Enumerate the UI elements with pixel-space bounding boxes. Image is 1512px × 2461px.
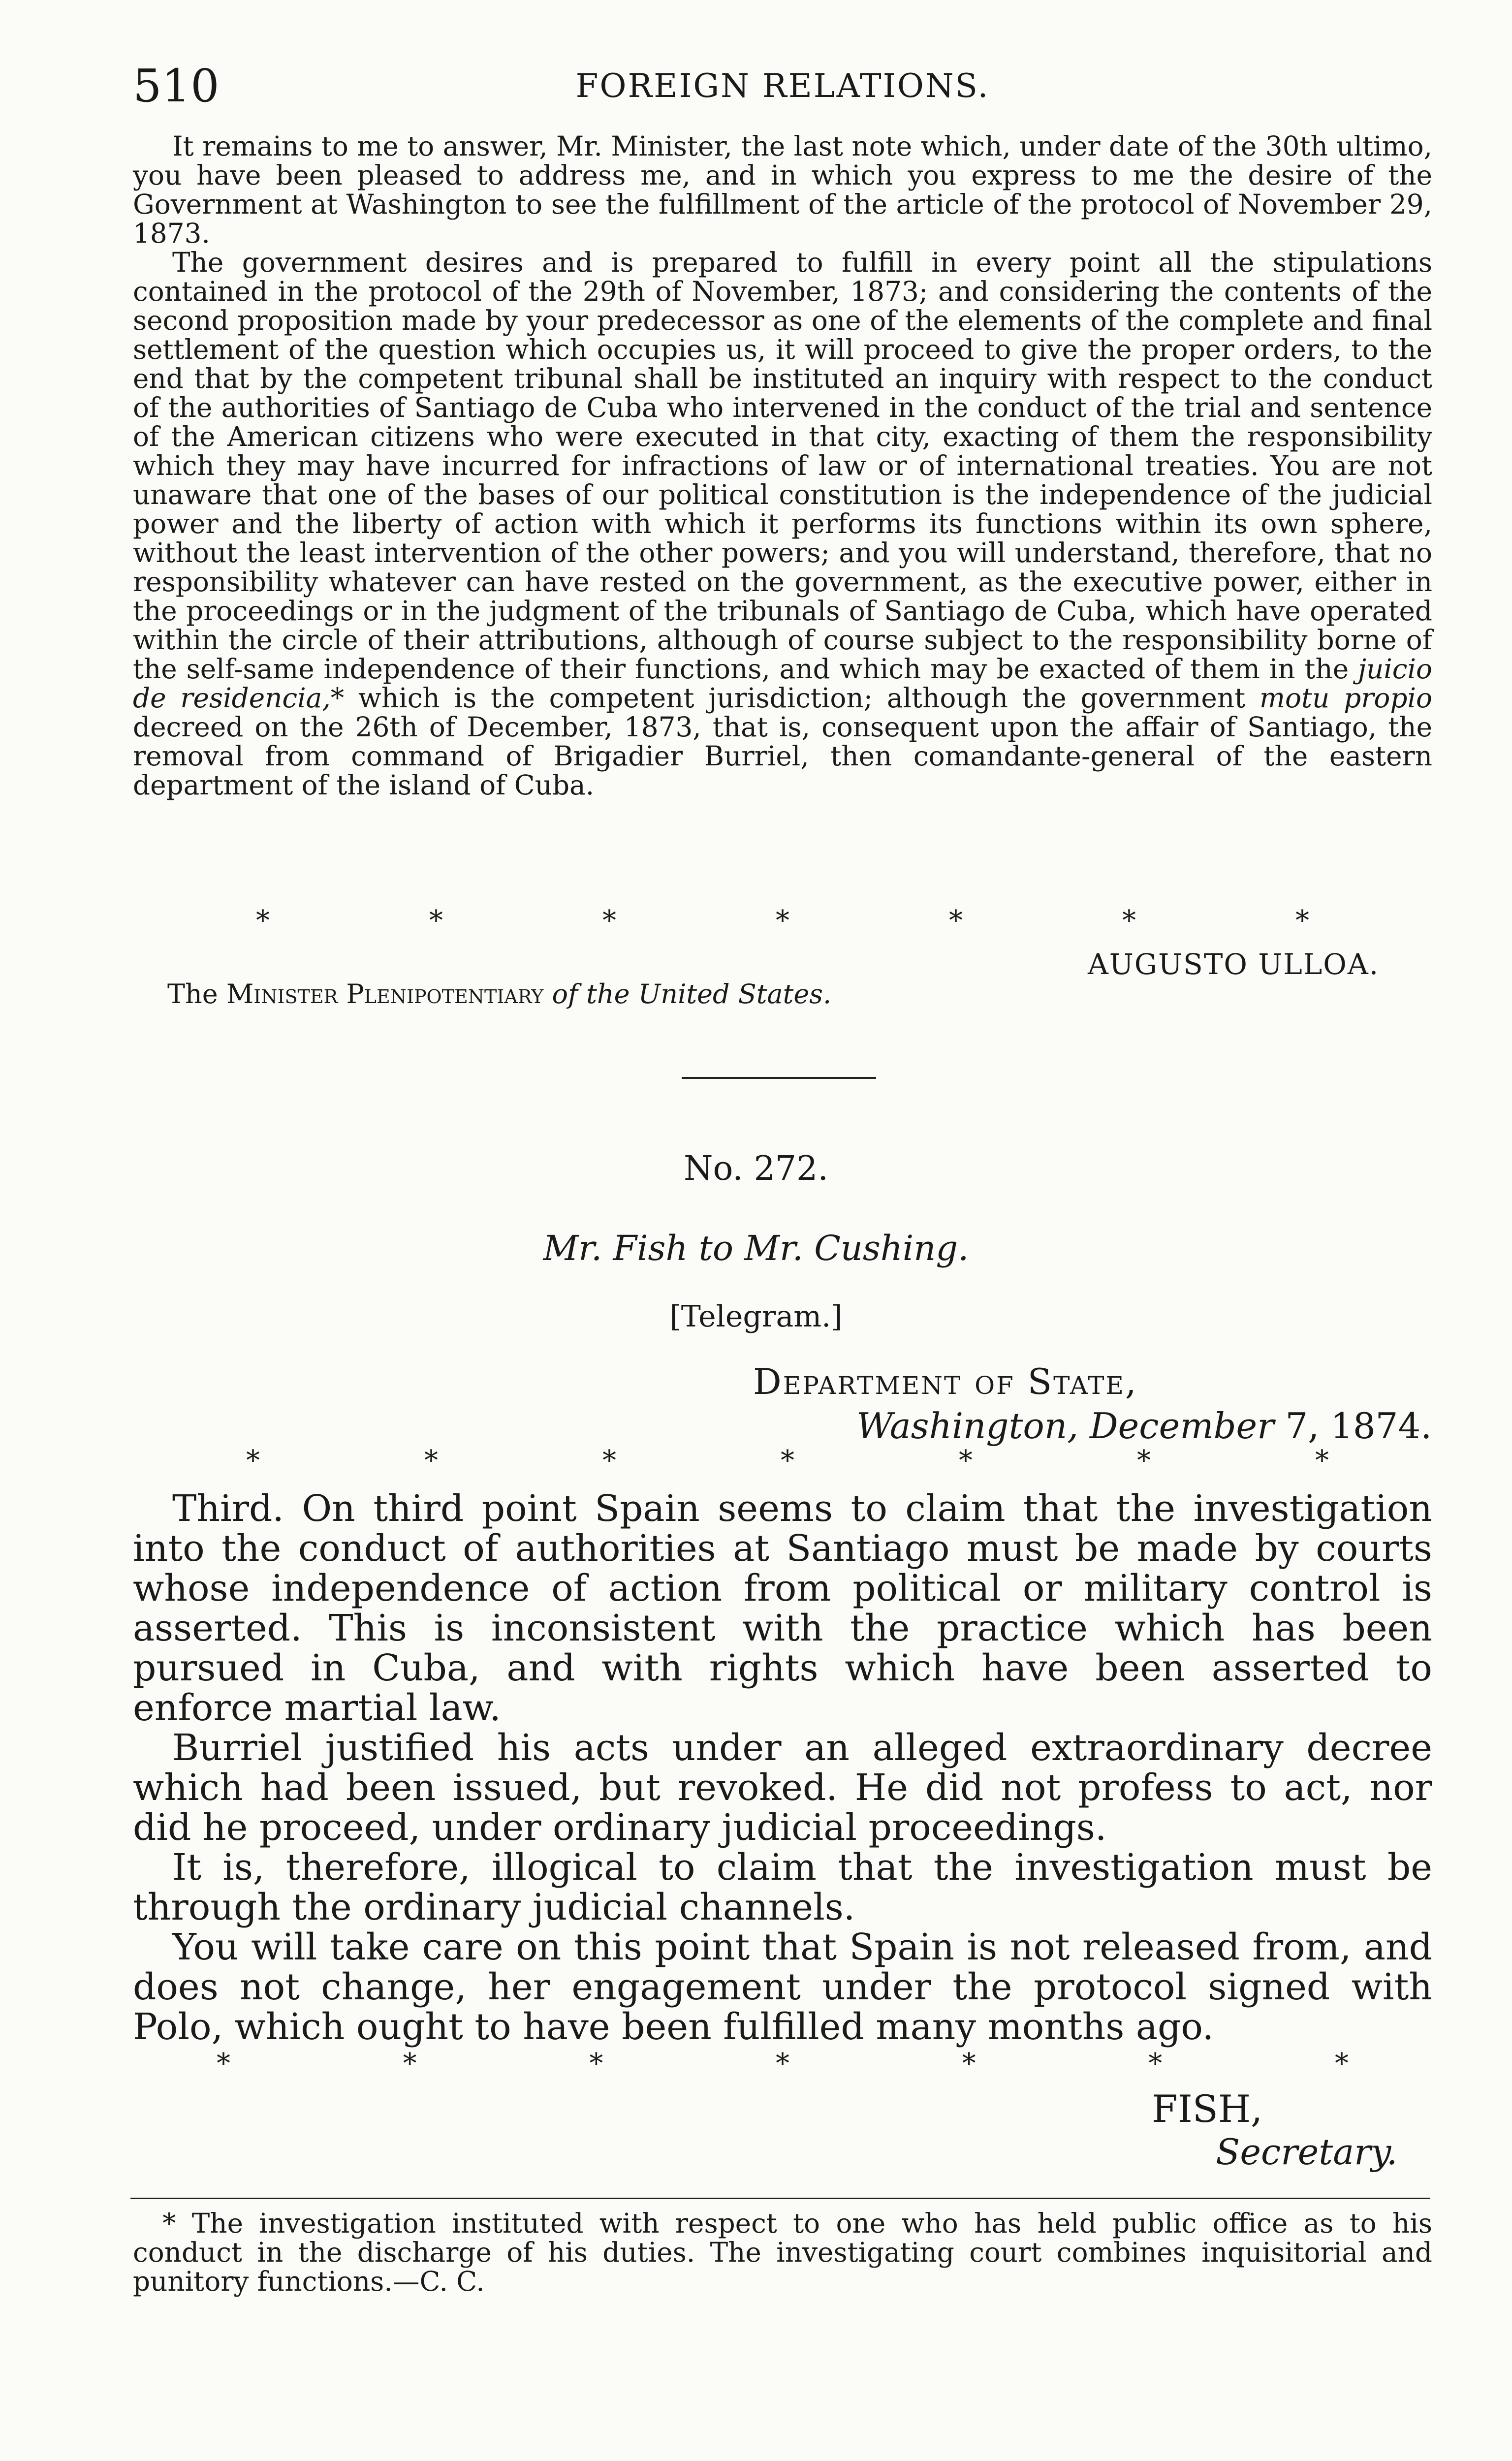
star: * <box>589 2048 603 2080</box>
telegram-paragraph-3: It is, therefore, illogical to claim that the investigation must be through the ordinary judicial channels. <box>133 1846 1432 1928</box>
ellipsis-stars <box>246 1445 1329 1477</box>
star: * <box>959 1445 973 1477</box>
star: * <box>962 2048 976 2080</box>
signature-fish: FISH, <box>1152 2087 1263 2131</box>
star: * <box>256 905 270 937</box>
document-title: Mr. Fish to Mr. Cushing. <box>543 1228 969 1268</box>
star: * <box>1148 2048 1163 2080</box>
star: * <box>776 905 789 937</box>
star: * <box>781 1445 794 1477</box>
star: * <box>602 1445 616 1477</box>
dateline: Washington, December 7, 1874. <box>856 1405 1432 1447</box>
star: * <box>1334 2048 1349 2080</box>
page-header <box>133 59 1432 113</box>
signature-ulloa: AUGUSTO ULLOA. <box>1088 947 1380 981</box>
star: * <box>246 1445 260 1477</box>
letter-paragraph-1: It remains to me to answer, Mr. Minister, the last note which, under date of the 30th ultimo, you have been pleased to address me, and in which you express to me the desire of the Government at Washington to see the fulfillment of the article of the protocol of November 29, 1873. <box>133 130 1432 249</box>
star: * <box>949 905 963 937</box>
running-head: FOREIGN RELATIONS. <box>575 67 990 105</box>
telegram-paragraph-1: Third. On third point Spain seems to claim that the investigation into the conduct of authorities at Santiago must be made by courts whose independence of action from political or military control is asserted. This is inconsistent with the practice which has been pursued in Cuba, and with rights which have been asserted to enforce martial law. <box>133 1487 1432 1729</box>
signature-title: Secretary. <box>1216 2131 1398 2173</box>
letter-paragraph-2: The government desires and is prepared to fulfill in every point all the stipulations contained in the protocol of the 29th of November, 1873; and considering the contents of the second proposition made by your predecessor as one of the elements of the complete and final settlement of the question which occupies us, it will proceed to give the proper orders, to the end that by the competent tribunal shall be instituted an inquiry with respect to the conduct of the authorities of Santiago de Cuba who intervened in the conduct of the trial and sentence of the American citizens who were executed in that city, exacting of them the responsibility which they may have incurred for infractions of law or of international treaties. You are not unaware that one of the bases of our political constitution is the independence of the judicial power and the liberty of action with which it performs its functions within its own sphere, without the least intervention of the other powers; and you will understand, therefore, that no responsibility whatever can have rested on the government, as the executive power, either in the proceedings or in the judgment of the tribunals of Santiago de Cuba, which have operated within the circle of their attributions, although of course subject to the responsibility borne of the self-same independence of their functions, and which may be exacted of them in the juicio de residencia,* which is the competent jurisdiction; although the government motu propio decreed on the 26th of December, 1873, that is, consequent upon the affair of Santiago, the removal from command of Brigadier Burriel, then comandante-general of the eastern department of the island of Cuba. <box>133 247 1432 801</box>
latin-term: motu propio <box>1260 682 1432 714</box>
ellipsis-stars <box>256 905 1309 937</box>
section-divider <box>682 1077 876 1079</box>
footnote <box>133 2209 1432 2296</box>
addressee-line: The Minister Plenipotentiary of the United States. <box>167 978 832 1010</box>
telegram-body <box>133 1489 1432 2047</box>
star: * <box>1137 1445 1151 1477</box>
star: * <box>403 2048 417 2080</box>
telegram-paragraph-4: You will take care on this point that Spain is not released from, and does not change, her engagement under the protocol signed with Polo, which ought to have been fulfilled many months ago. <box>133 1926 1432 2048</box>
ellipsis-stars <box>217 2048 1349 2080</box>
star: * <box>429 905 443 937</box>
telegram-note: [Telegram.] <box>669 1299 843 1334</box>
page-number: 510 <box>133 60 220 112</box>
document-number: No. 272. <box>684 1149 828 1188</box>
star: * <box>775 2048 789 2080</box>
letter-body <box>133 132 1432 800</box>
telegram-paragraph-2: Burriel justified his acts under an alleged extraordinary decree which had been issued, but revoked. He did not profess to act, nor did he proceed, under ordinary judicial proceedings. <box>133 1727 1432 1849</box>
star: * <box>1295 905 1309 937</box>
footnote-rule <box>130 2198 1430 2199</box>
star: * <box>217 2048 230 2080</box>
latin-term: juicio de residencia, <box>133 653 1432 714</box>
star: * <box>602 905 616 937</box>
sender-department: Department of State, <box>753 1361 1138 1402</box>
star: * <box>1315 1445 1329 1477</box>
star: * <box>1122 905 1136 937</box>
star: * <box>424 1445 438 1477</box>
footnote-text: * The investigation instituted with respect to one who has held public office as to his conduct in the discharge of his duties. The investigating court combines inquisitorial and punitory functions.—C. C. <box>133 2208 1432 2297</box>
